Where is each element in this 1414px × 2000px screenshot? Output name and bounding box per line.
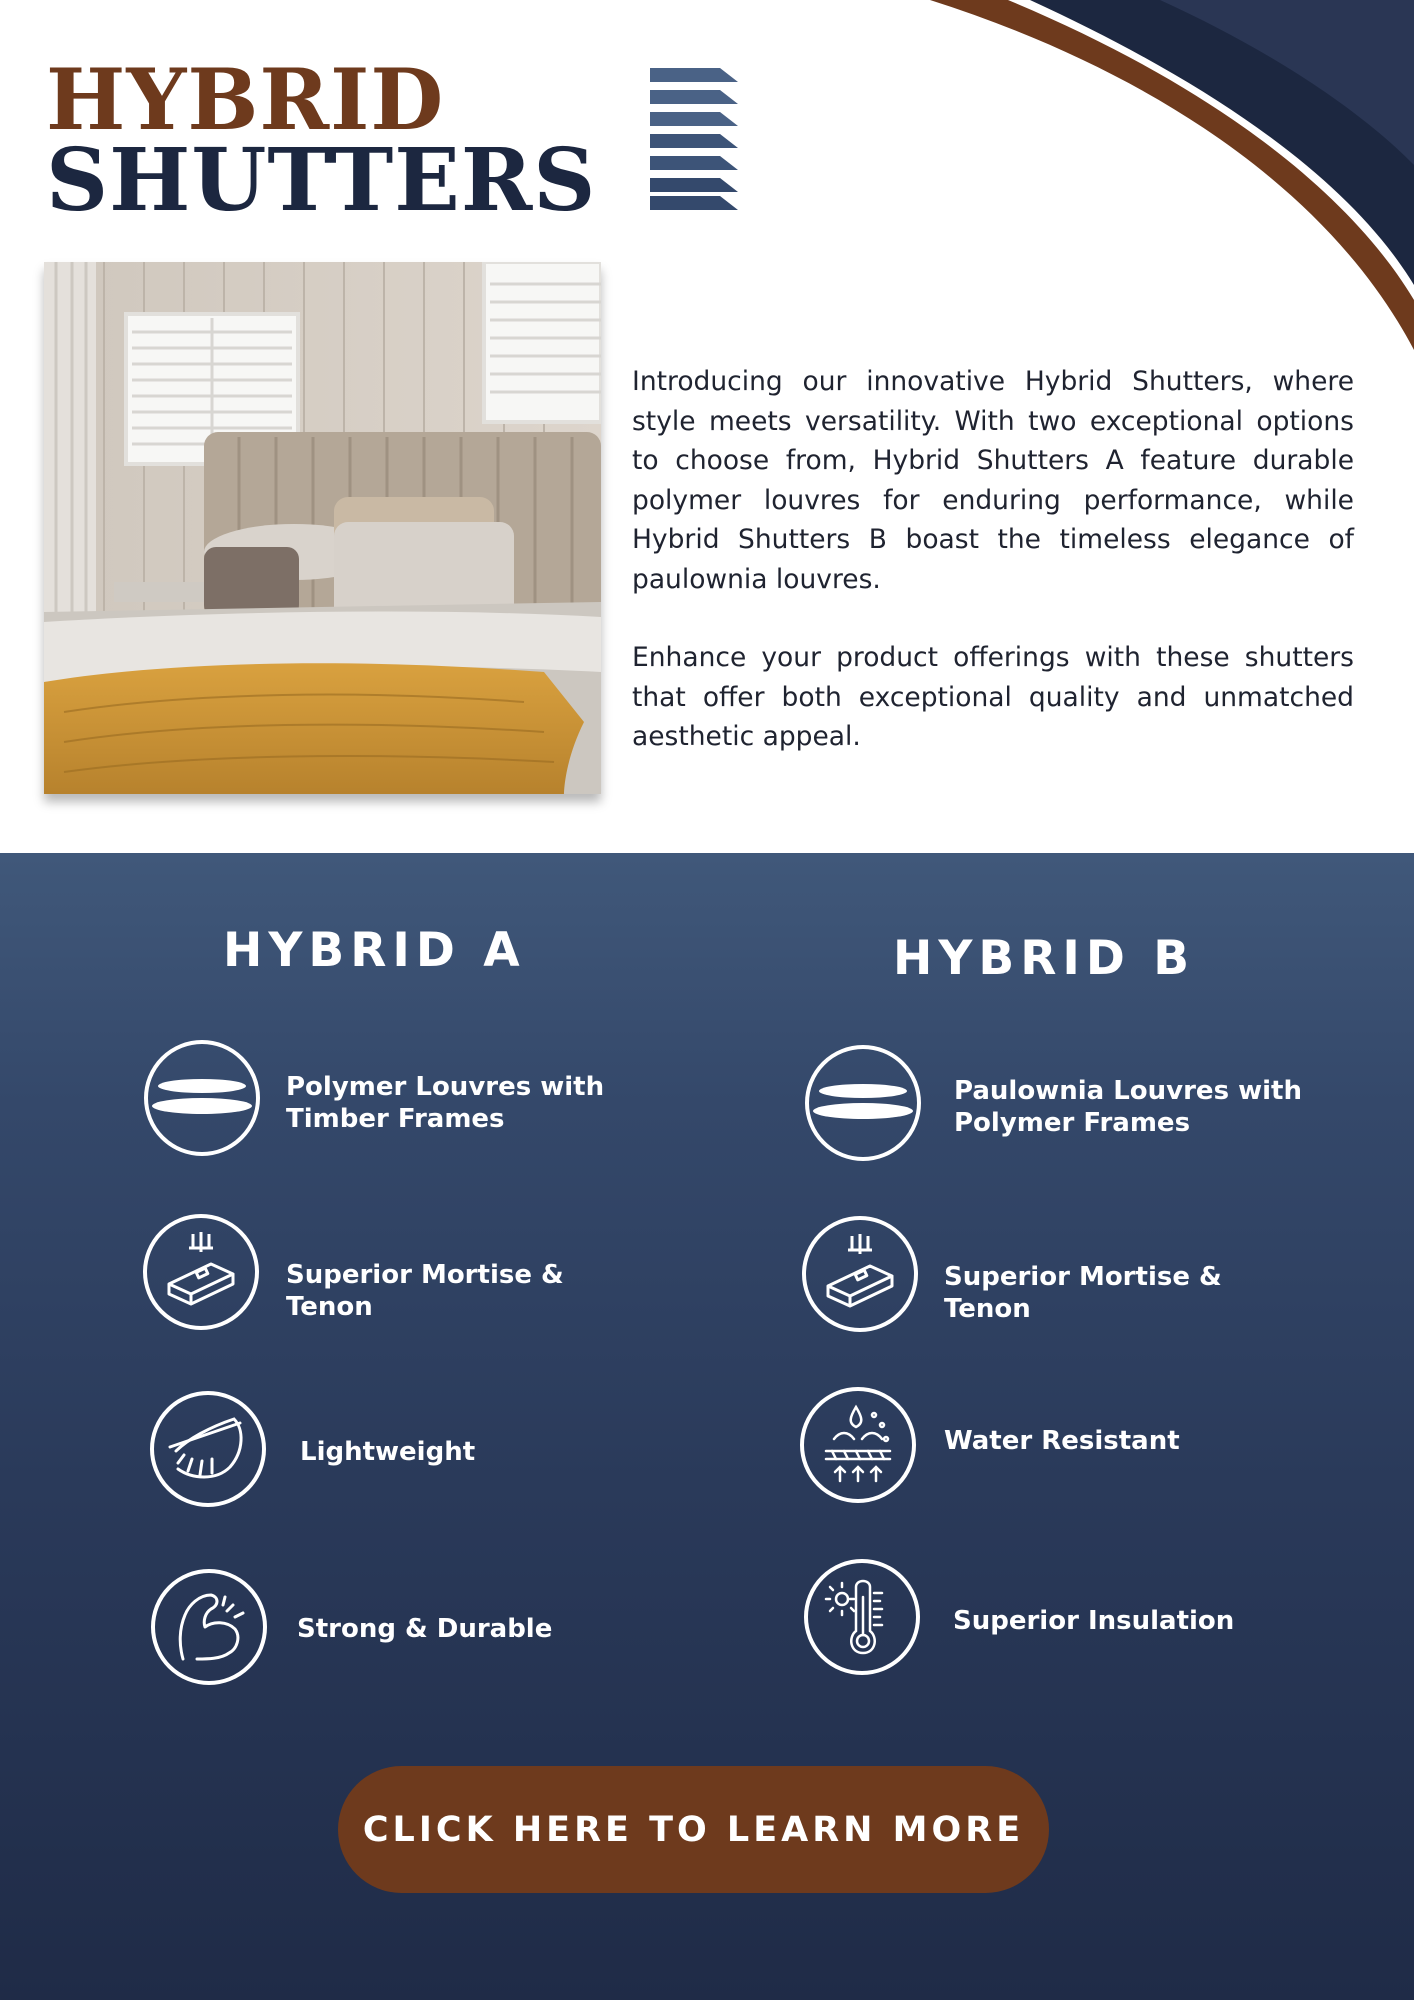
brand-title-line2: SHUTTERS xyxy=(46,130,597,231)
thermometer-icon xyxy=(802,1557,922,1677)
hybrid-b-feature-4-label: Superior Insulation xyxy=(953,1606,1235,1636)
mortise-tenon-icon xyxy=(800,1214,920,1334)
hybrid-b-feature-3-label: Water Resistant xyxy=(944,1426,1180,1456)
hybrid-b-title: HYBRID B xyxy=(893,931,1196,986)
water-resistant-icon xyxy=(798,1385,918,1505)
learn-more-button-label: CLICK HERE TO LEARN MORE xyxy=(362,1809,1025,1850)
feather-icon xyxy=(148,1389,268,1509)
mortise-tenon-icon xyxy=(141,1212,261,1332)
hybrid-b-feature-1-label: Paulownia Louvres with Polymer Frames xyxy=(954,1076,1302,1138)
hybrid-a-feature-1-label: Polymer Louvres with Timber Frames xyxy=(286,1072,605,1134)
hybrid-a-feature-2-label: Superior Mortise & Tenon xyxy=(286,1260,564,1322)
bedroom-photo xyxy=(44,262,601,794)
brand-title xyxy=(46,50,597,231)
louvre-icon xyxy=(803,1043,923,1163)
intro-paragraph-2: Enhance your product offerings with these shutters that offer both exceptional quality and unmatched aesthetic appeal. xyxy=(632,642,1354,752)
hybrid-b-feature-2-label: Superior Mortise & Tenon xyxy=(944,1262,1222,1324)
hybrid-a-feature-4-label: Strong & Durable xyxy=(297,1614,553,1644)
brand-title-line1: HYBRID xyxy=(46,50,445,149)
hybrid-a-feature-3-label: Lightweight xyxy=(300,1437,476,1467)
muscle-arm-icon xyxy=(149,1567,269,1687)
shutter-blinds-logo-icon xyxy=(650,68,738,210)
louvre-icon xyxy=(142,1038,262,1158)
learn-more-button[interactable] xyxy=(338,1766,1049,1893)
intro-paragraph-1: Introducing our innovative Hybrid Shutters, where style meets versatility. With two exceptional options to choose from, Hybrid Shutters A feature durable polymer louvres for enduring performance, while Hybrid Shutters B boast the timeless elegance of paulownia louvres. xyxy=(632,366,1354,595)
hybrid-a-title: HYBRID A xyxy=(223,923,526,978)
intro-text xyxy=(632,362,1354,796)
